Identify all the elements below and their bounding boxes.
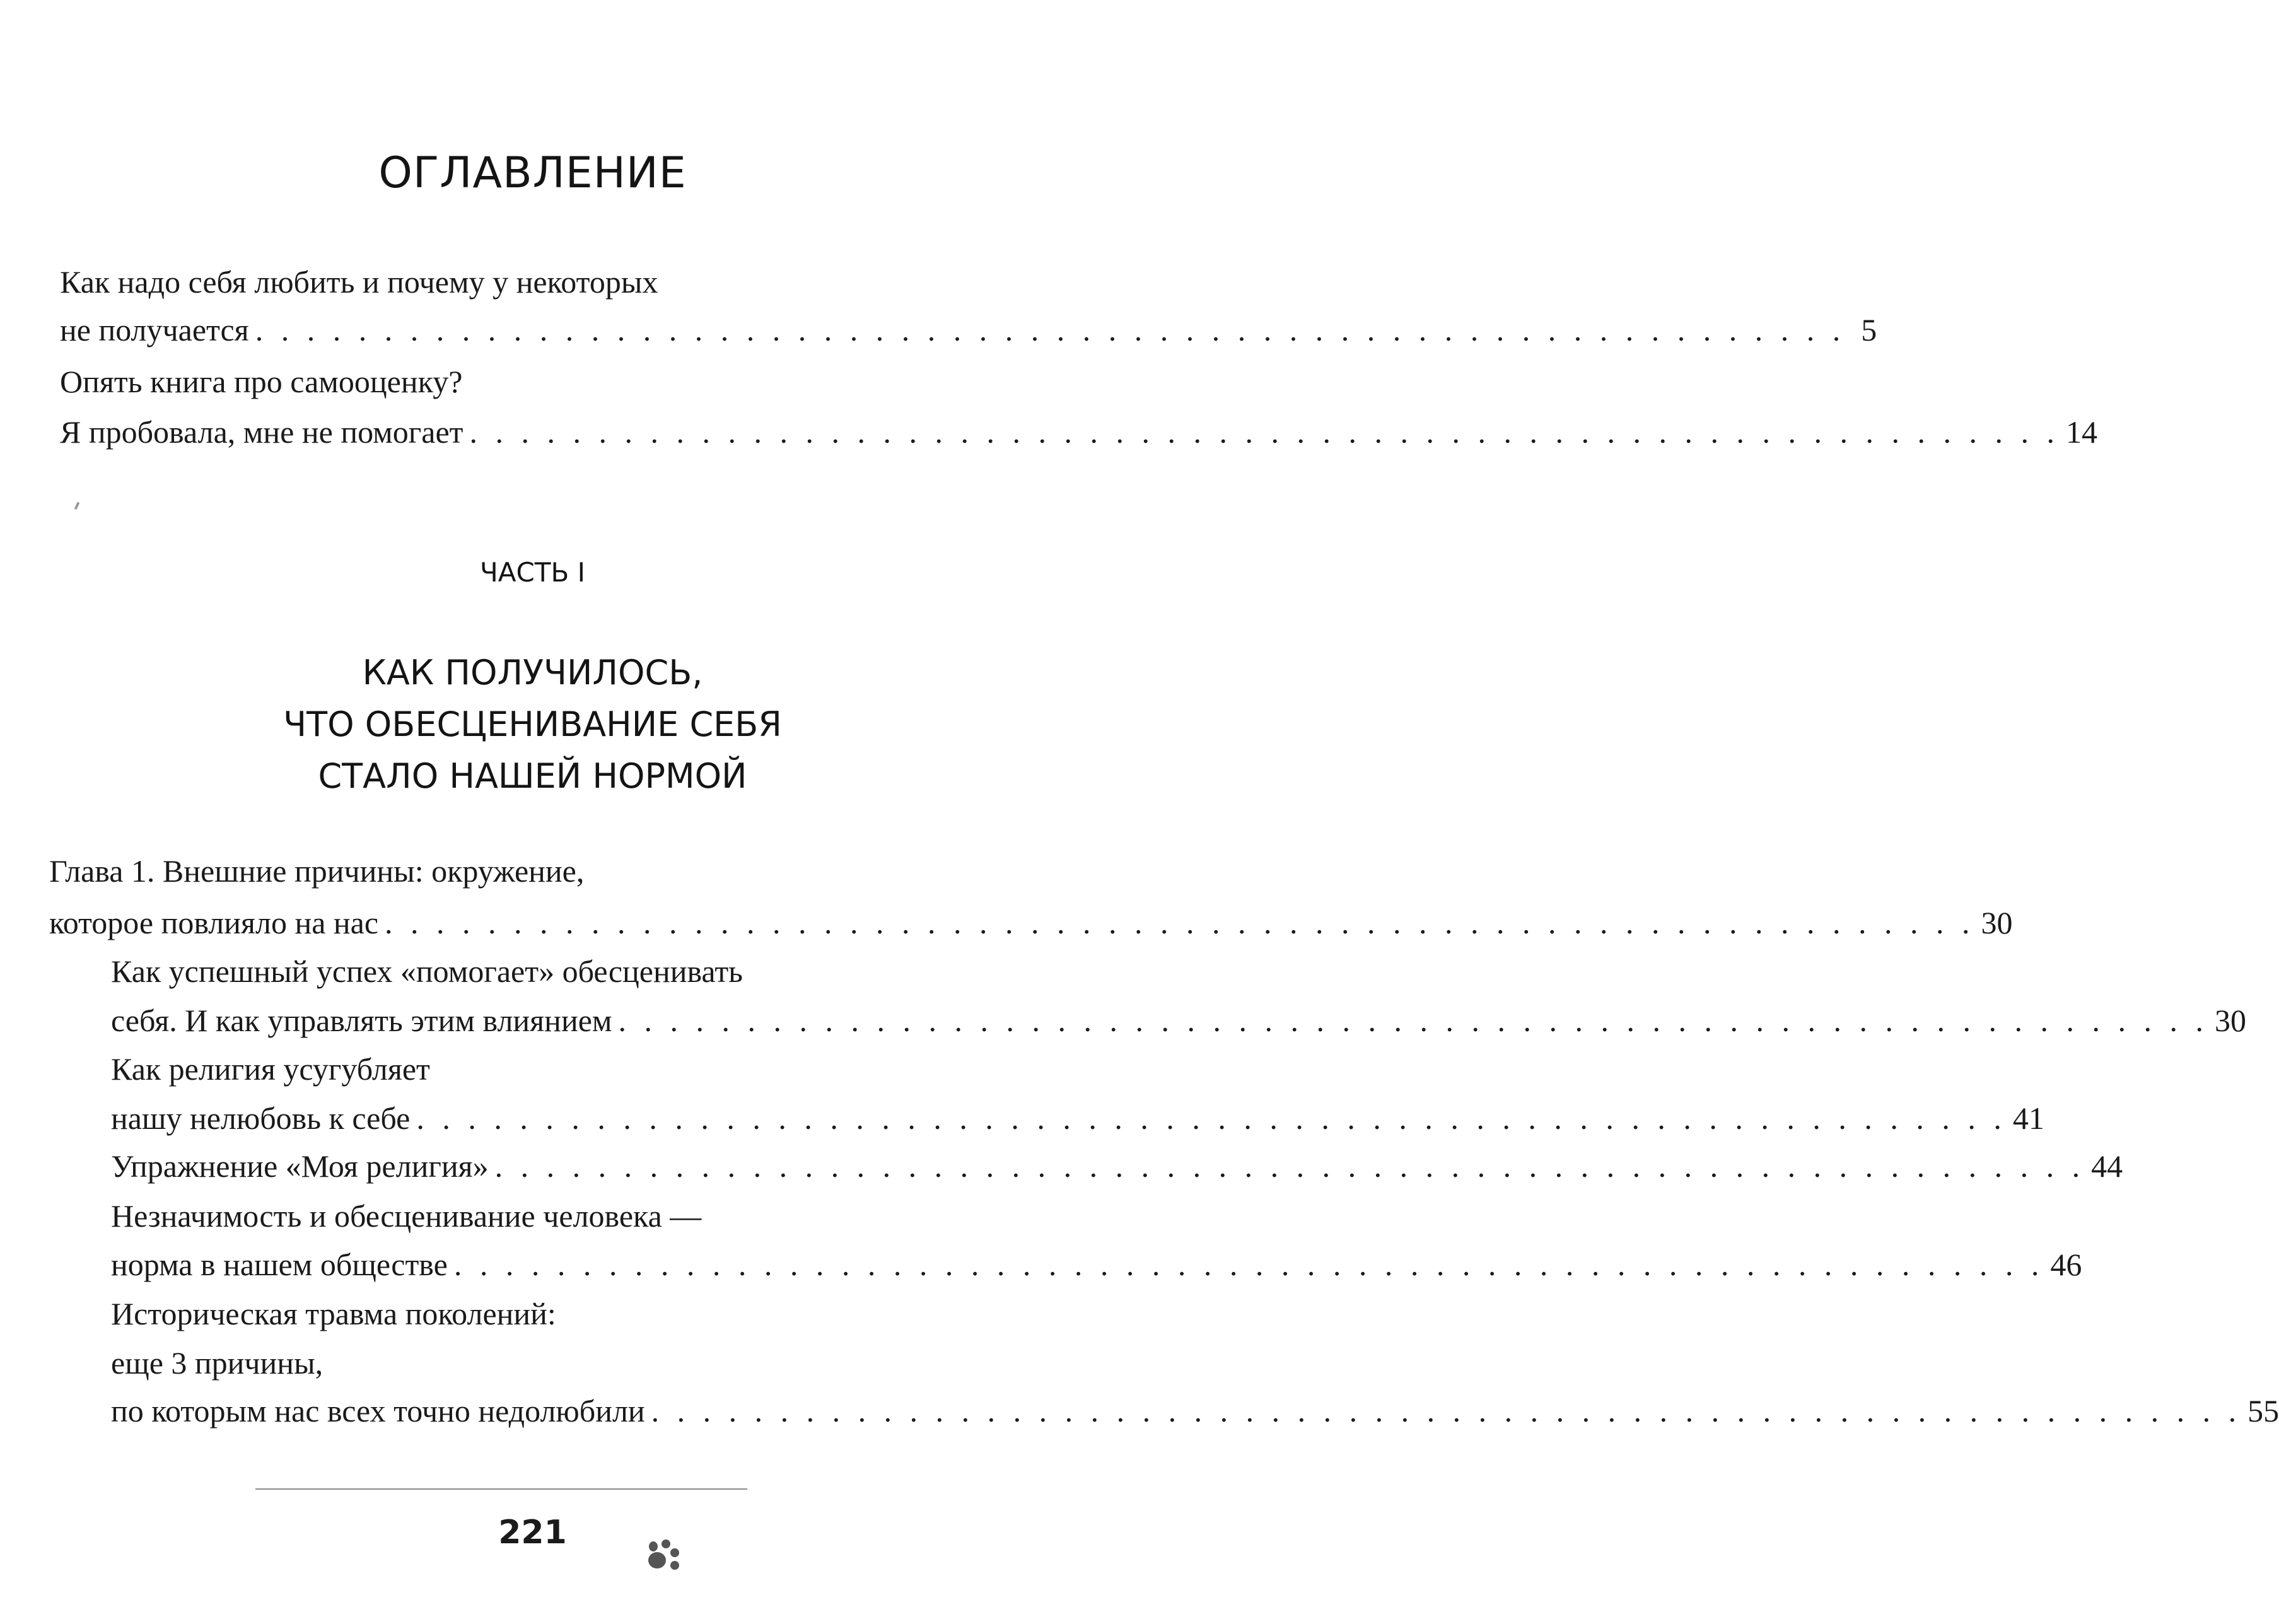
toc-entry-text: Опять книга про самооценку? [60,364,463,399]
toc-section-5-line2 [111,1389,2279,1433]
toc-entry-text: по которым нас всех точно недолюбили [111,1393,645,1428]
toc-entry-intro-2-line1 [60,359,462,404]
toc-entry-text: еще 3 причины, [111,1345,323,1381]
toc-entry-text: Как успешный успех «помогает» обесценивать [111,954,743,989]
toc-entry-text: Я пробовала, мне не помогает [60,414,463,450]
toc-entry-text: себя. И как управлять этим влиянием [111,1003,612,1038]
toc-section-5-line1b [111,1341,323,1385]
toc-page-number: 55 [2247,1393,2279,1428]
dot-leader: . . . . . . . . . . . . . . . . . . . . . . . . . . . . . . . . . . . . . . . . . . . . . . . . . . . . . . . . . . . . . . [385,905,1975,940]
toc-entry-text: нашу нелюбовь к себе [111,1101,411,1136]
toc-section-1-line1 [111,949,743,993]
dot-leader: . . . . . . . . . . . . . . . . . . . . . . . . . . . . . . . . . . . . . . . . . . . . . . . . . . . . . . . . . . . . . . [453,1247,2044,1282]
speck-mark [74,502,80,510]
page-number: 221 [498,1514,567,1551]
toc-page-number: 30 [2215,1003,2247,1038]
toc-entry-text: норма в нашем обществе [111,1247,448,1282]
dot-leader: . . . . . . . . . . . . . . . . . . . . . . . . . . . . . . . . . . . . . . . . . . . . . . . . . . . . . . . . . . . . . . [416,1101,2007,1136]
toc-page-number: 44 [2091,1148,2123,1184]
toc-entry-intro-1-line2 [60,308,1877,352]
toc-page-number: 46 [2050,1247,2082,1282]
toc-section-3 [111,1144,2123,1188]
dot-leader: . . . . . . . . . . . . . . . . . . . . . . . . . . . . . . . . . . . . . . . . . . . . . . . . . . . . . . . . . . . . . . [651,1393,2242,1428]
toc-entry-text: Упражнение «Моя религия» [111,1148,489,1184]
toc-section-4-line2 [111,1242,2082,1287]
toc-page-number: 14 [2066,414,2098,450]
part-label: ЧАСТЬ I [479,557,586,588]
toc-page-number: 5 [1861,312,1877,348]
dot-leader: . . . . . . . . . . . . . . . . . . . . . . . . . . . . . . . . . . . . . . . . . . . . . . . . . . . . . . . . . . . . . . [255,312,1846,348]
toc-section-2-line1 [111,1047,430,1091]
toc-entry-text: Незначимость и обесценивание человека — [111,1198,702,1234]
toc-entry-text: Как надо себя любить и почему у некоторых [60,264,658,300]
part-title-line-2: ЧТО ОБЕСЦЕНИВАНИЕ СЕБЯ [283,704,782,744]
toc-entry-text: не получается [60,312,249,348]
dot-leader: . . . . . . . . . . . . . . . . . . . . . . . . . . . . . . . . . . . . . . . . . . . . . . . . . . . . . . . . . . . . . . [469,414,2060,450]
toc-section-2-line2 [111,1096,2044,1140]
toc-entry-text: которое повлияло на нас [49,905,379,940]
dot-leader: . . . . . . . . . . . . . . . . . . . . . . . . . . . . . . . . . . . . . . . . . . . . . . . . . . . . . . . . . . . . . . [494,1148,2085,1184]
part-title-line-3: СТАЛО НАШЕЙ НОРМОЙ [318,756,747,796]
toc-entry-text: Как религия усугубляет [111,1051,430,1087]
toc-entry-intro-1-line1 [60,260,658,304]
toc-entry-intro-2-line2 [60,410,2098,454]
toc-entry-text: Историческая травма поколений: [111,1296,556,1331]
toc-section-1-line2 [111,998,2247,1043]
toc-section-5-line1 [111,1292,556,1336]
page-title: ОГЛАВЛЕНИЕ [378,148,687,198]
toc-section-4-line1 [111,1194,701,1238]
toc-page-number: 41 [2012,1101,2044,1136]
toc-chapter-1-line2 [49,901,2013,945]
footer-rule [255,1488,747,1490]
toc-chapter-1-line1 [49,849,584,893]
toc-page-number: 30 [1981,905,2013,940]
paw-icon [643,1539,684,1574]
toc-entry-text: Глава 1. Внешние причины: окружение, [49,853,585,889]
dot-leader: . . . . . . . . . . . . . . . . . . . . . . . . . . . . . . . . . . . . . . . . . . . . . . . . . . . . . . . . . . . . . . [618,1003,2209,1038]
part-title-line-1: КАК ПОЛУЧИЛОСЬ, [362,653,703,692]
